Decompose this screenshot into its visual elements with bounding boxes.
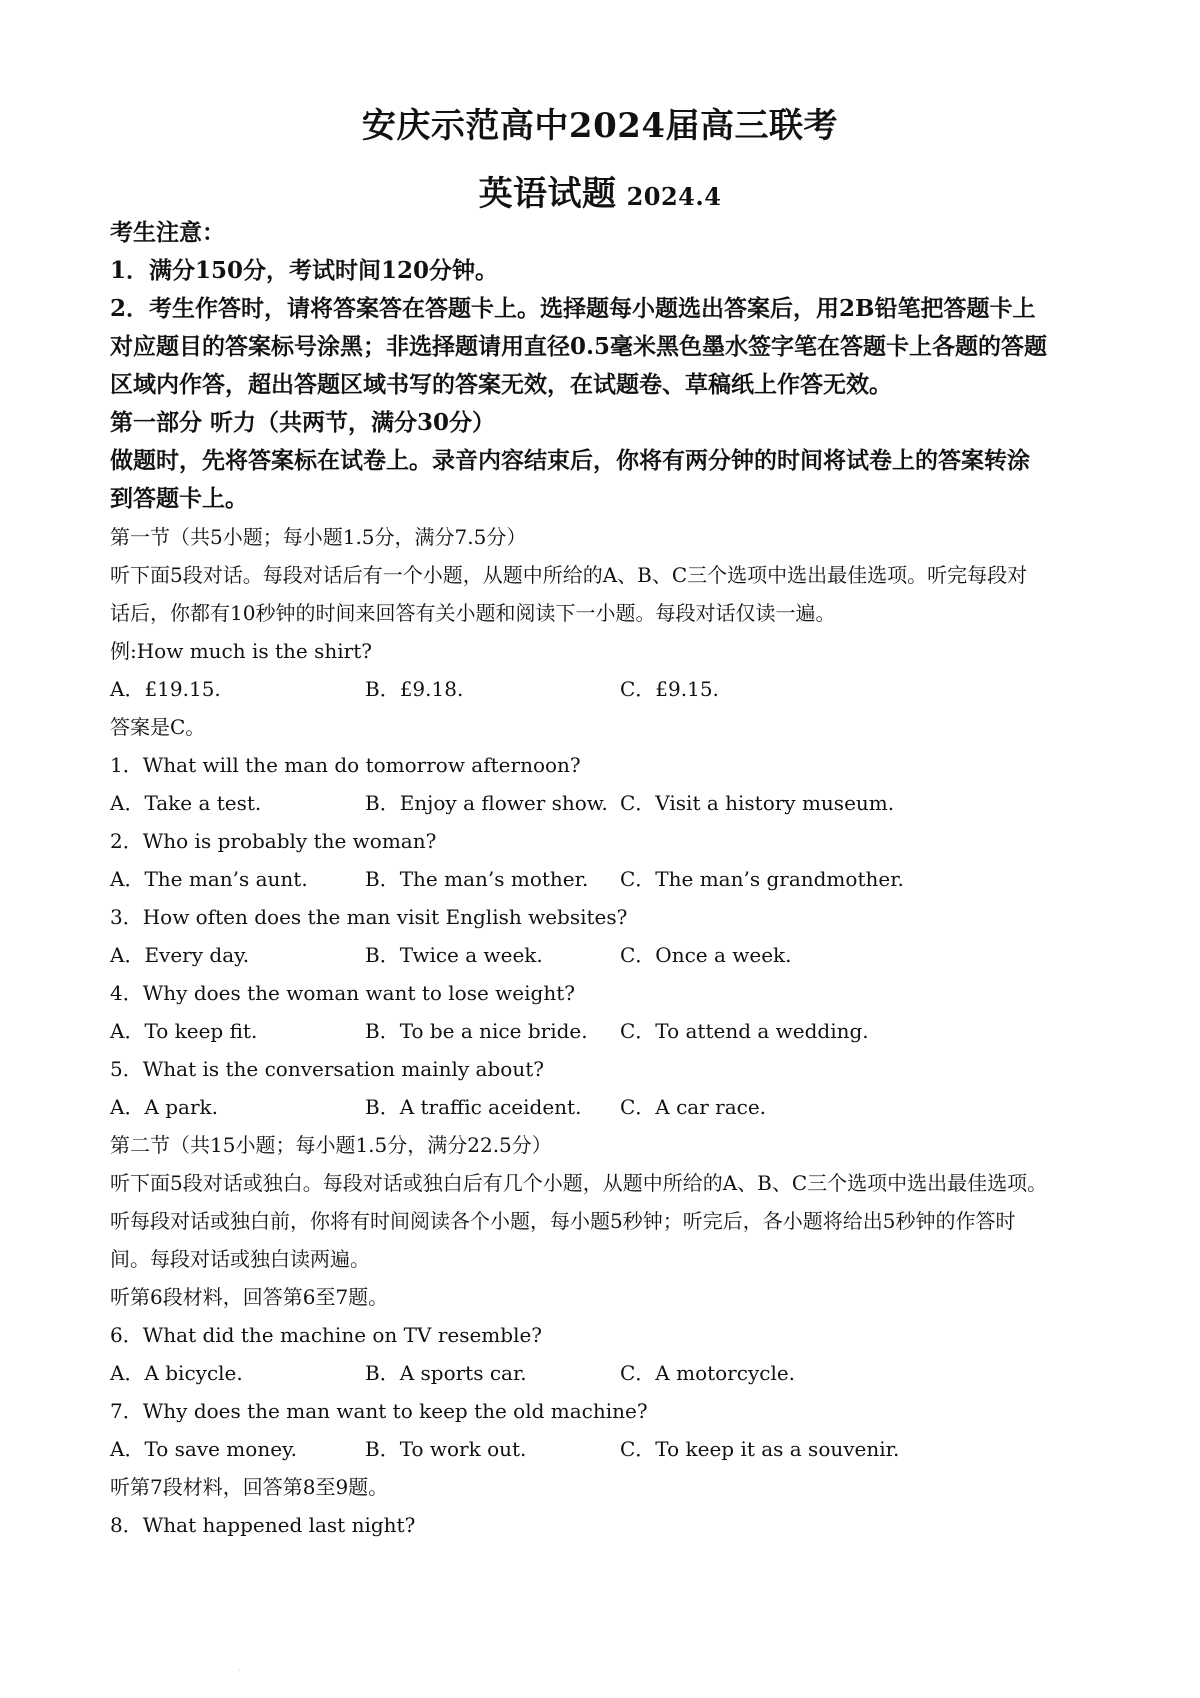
example-answer: 答案是C。 [110,715,206,739]
q1-option-b: B．Enjoy a flower show. [365,791,608,815]
example-option-b: B．£9.18. [365,677,464,701]
question-7-options [110,1430,1100,1468]
question-6: 6．What did the machine on TV resemble? [110,1323,543,1347]
q4-option-b: B．To be a nice bride. [365,1019,588,1043]
question-3-options [110,936,1100,974]
q4-option-c: C．To attend a wedding. [620,1019,869,1043]
q2-option-c: C．The man’s grandmother. [620,867,904,891]
notice-heading: 考生注意： [110,219,225,246]
footer-mark: · [238,1666,241,1675]
section2-instruction-line-2: 听每段对话或独白前，你将有时间阅读各个小题，每小题5秒钟；听完后，各小题将给出5秒钟的作答时 [110,1209,1016,1233]
example-question: 例:How much is the shirt? [110,639,372,663]
notice-item-2-line-2: 对应题目的答案标号涂黑；非选择题请用直径0.5毫米黑色墨水签字笔在答题卡上各题的答题 [110,333,1048,360]
q3-option-b: B．Twice a week. [365,943,543,967]
q6-option-c: C．A motorcycle. [620,1361,796,1385]
example-option-c: C．£9.15. [620,677,719,701]
q5-option-b: B．A traffic aceident. [365,1095,582,1119]
q2-option-b: B．The man’s mother. [365,867,589,891]
question-1-options [110,784,1100,822]
question-2: 2．Who is probably the woman? [110,829,437,853]
question-8: 8．What happened last night? [110,1513,416,1537]
q2-option-a: A．The man’s aunt. [110,867,308,891]
q5-option-a: A．A park. [110,1095,219,1119]
material-7-instruction: 听第7段材料，回答第8至9题。 [110,1475,389,1499]
question-2-options [110,860,1100,898]
section2-heading: 第二节（共15小题；每小题1.5分，满分22.5分） [110,1133,552,1157]
q7-option-a: A．To save money. [110,1437,298,1461]
q7-option-b: B．To work out. [365,1437,527,1461]
question-4-options [110,1012,1100,1050]
q3-option-c: C．Once a week. [620,943,792,967]
example-options [110,670,1100,708]
exam-title: 安庆示范高中2024届高三联考 [361,106,839,146]
example-option-a: A．£19.15. [110,677,221,701]
question-3: 3．How often does the man visit English websites? [110,905,628,929]
notice-item-2-line-3: 区域内作答，超出答题区域书写的答案无效，在试题卷、草稿纸上作答无效。 [110,371,892,398]
part1-heading: 第一部分 听力（共两节，满分30分） [110,409,496,436]
q3-option-a: A．Every day. [110,943,250,967]
notice-item-2-line-1: 2．考生作答时，请将答案答在答题卡上。选择题每小题选出答案后，用2B铅笔把答题卡上 [110,295,1036,322]
question-6-options [110,1354,1100,1392]
q6-option-a: A．A bicycle. [110,1361,243,1385]
question-4: 4．Why does the woman want to lose weight? [110,981,575,1005]
q6-option-b: B．A sports car. [365,1361,527,1385]
section2-instruction-line-3: 间。每段对话或独白读两遍。 [110,1247,370,1271]
question-1: 1．What will the man do tomorrow afternoon? [110,753,581,777]
q1-option-a: A．Take a test. [110,791,262,815]
part1-instruction-line-1: 做题时，先将答案标在试卷上。录音内容结束后，你将有两分钟的时间将试卷上的答案转涂 [110,447,1030,474]
question-5-options [110,1088,1100,1126]
material-6-instruction: 听第6段材料，回答第6至7题。 [110,1285,389,1309]
section2-instruction-line-1: 听下面5段对话或独白。每段对话或独白后有几个小题，从题中所给的A、B、C三个选项中选出最佳选项。 [110,1171,1048,1195]
exam-content [110,214,1100,1544]
exam-subtitle [0,166,1200,215]
q4-option-a: A．To keep fit. [110,1019,258,1043]
subject-title: 英语试题 [478,174,617,214]
question-7: 7．Why does the man want to keep the old machine? [110,1399,648,1423]
section1-instruction-line-2: 话后，你都有10秒钟的时间来回答有关小题和阅读下一小题。每段对话仅读一遍。 [110,601,836,625]
question-5: 5．What is the conversation mainly about? [110,1057,544,1081]
part1-instruction-line-2: 到答题卡上。 [110,485,248,512]
notice-item-1: 1．满分150分，考试时间120分钟。 [110,257,499,284]
q5-option-c: C．A car race. [620,1095,767,1119]
q1-option-c: C．Visit a history museum. [620,791,895,815]
q7-option-c: C．To keep it as a souvenir. [620,1437,900,1461]
section1-heading: 第一节（共5小题；每小题1.5分，满分7.5分） [110,525,527,549]
exam-date: 2024.4 [626,182,722,211]
section1-instruction-line-1: 听下面5段对话。每段对话后有一个小题，从题中所给的A、B、C三个选项中选出最佳选项。听完每段对 [110,563,1028,587]
